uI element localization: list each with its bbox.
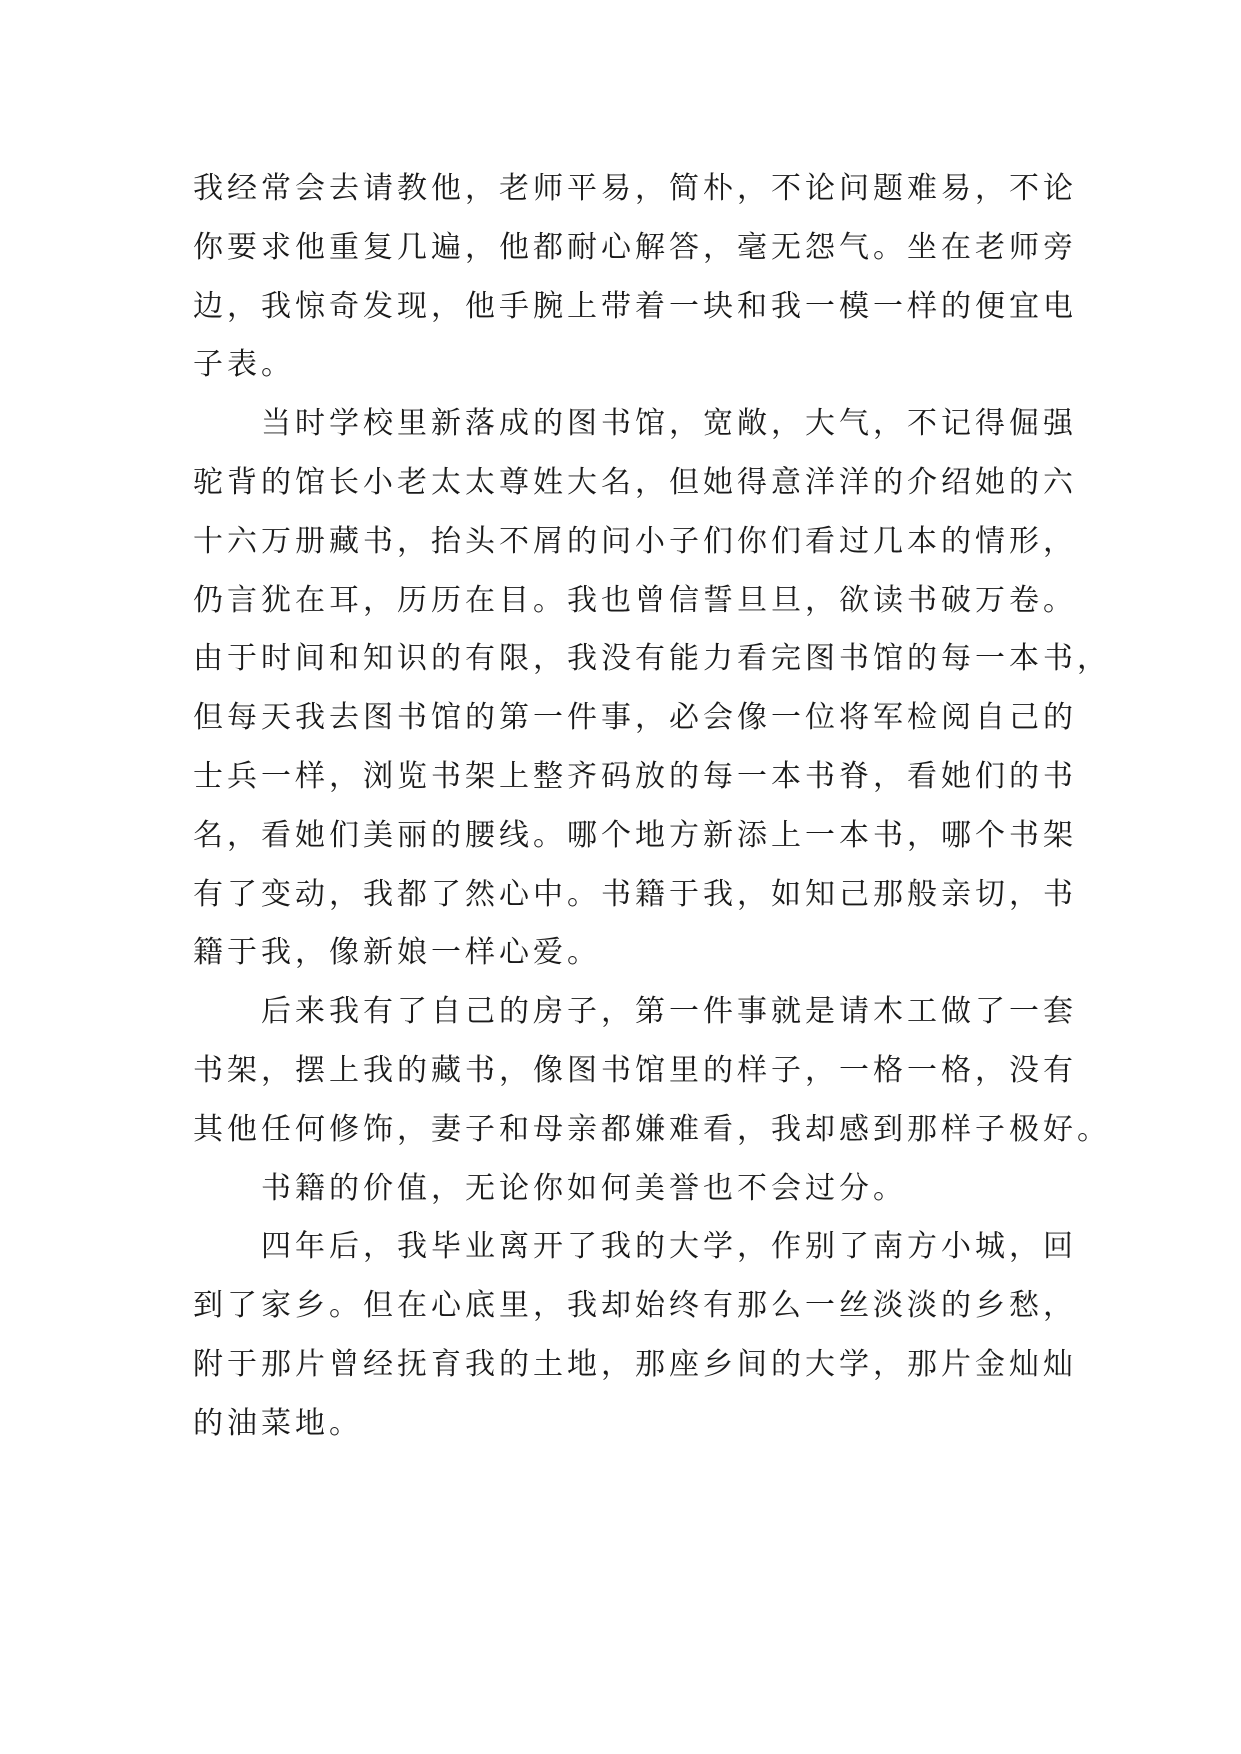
- body-text: [193, 160, 1111, 1454]
- text-line: 我经常会去请教他，老师平易，简朴，不论问题难易，不论: [193, 171, 1077, 206]
- text-line: 有了变动，我都了然心中。书籍于我，如知己那般亲切，书: [193, 876, 1077, 912]
- text-line: 子表。: [193, 347, 295, 383]
- text-line: 由于时间和知识的有限，我没有能力看完图书馆的每一本书，: [193, 641, 1111, 677]
- text-line: 书架，摆上我的藏书，像图书馆里的样子，一格一格，没有: [193, 1052, 1077, 1088]
- text-line: 但每天我去图书馆的第一件事，必会像一位将军检阅自己的: [193, 700, 1077, 736]
- text-line: 士兵一样，浏览书架上整齐码放的每一本书脊，看她们的书: [193, 758, 1077, 794]
- paragraph-start-line: 书籍的价值，无论你如何美誉也不会过分。: [261, 1170, 907, 1206]
- paragraph-start-line: 当时学校里新落成的图书馆，宽敞，大气，不记得倔强: [261, 406, 1077, 442]
- text-line: 驼背的馆长小老太太尊姓大名，但她得意洋洋的介绍她的六: [193, 464, 1077, 500]
- paragraph-start-line: 后来我有了自己的房子，第一件事就是请木工做了一套: [261, 994, 1077, 1030]
- text-line: 的油菜地。: [193, 1405, 363, 1441]
- text-line: 籍于我，像新娘一样心爱。: [193, 935, 601, 971]
- text-line: 名，看她们美丽的腰线。哪个地方新添上一本书，哪个书架: [193, 817, 1077, 853]
- text-line: 其他任何修饰，妻子和母亲都嫌难看，我却感到那样子极好。: [193, 1111, 1111, 1147]
- paragraph-start-line: 四年后，我毕业离开了我的大学，作别了南方小城，回: [261, 1229, 1077, 1265]
- text-line: 你要求他重复几遍，他都耐心解答，毫无怨气。坐在老师旁: [193, 229, 1077, 265]
- text-line: 边，我惊奇发现，他手腕上带着一块和我一模一样的便宜电: [193, 288, 1077, 324]
- text-line: 仍言犹在耳，历历在目。我也曾信誓旦旦，欲读书破万卷。: [193, 582, 1077, 618]
- text-line: 到了家乡。但在心底里，我却始终有那么一丝淡淡的乡愁，: [193, 1288, 1077, 1324]
- text-line: 十六万册藏书，抬头不屑的问小子们你们看过几本的情形，: [193, 523, 1077, 559]
- text-line: 附于那片曾经抚育我的土地，那座乡间的大学，那片金灿灿: [193, 1346, 1077, 1382]
